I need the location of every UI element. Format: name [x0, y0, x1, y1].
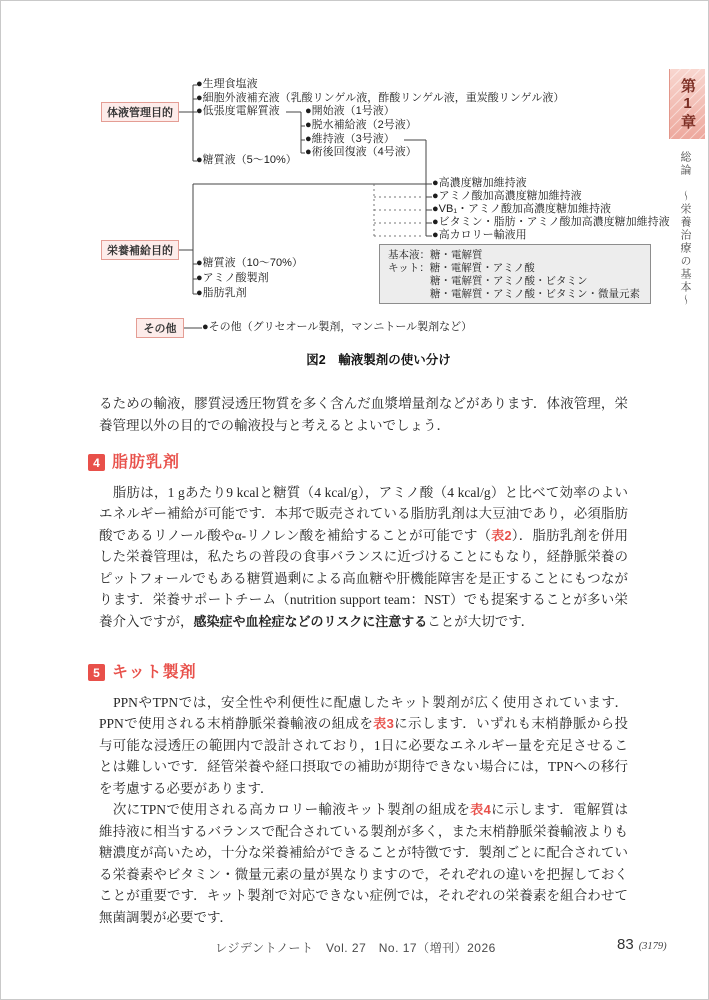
- chapter-subtitle: 総論 ～栄養治療の基本～: [679, 151, 691, 307]
- tree-item: ●糖質液（5～10%）: [196, 154, 297, 166]
- text-segment: PPNやTPNでは，安全性や利便性に配慮したキット製剤が広く使用されています．PPNで使用される末梢静脈栄養輸液の組成を: [99, 694, 628, 731]
- tree-item: ●開始液（1号液）: [305, 105, 395, 117]
- section-5-paragraph-1: [99, 692, 628, 800]
- figure-infusion-tree: [96, 67, 670, 367]
- section-5-heading: [88, 662, 628, 684]
- tree-item: ●高濃度糖加維持液: [432, 177, 527, 189]
- table-4-reference: 表4: [470, 802, 491, 817]
- tree-item: ●アミノ酸製剤: [196, 272, 269, 284]
- table-3-reference: 表3: [373, 716, 394, 731]
- table-2-reference: 表2: [491, 527, 512, 543]
- section-5-paragraph-2: [99, 799, 628, 928]
- legend-line: 基本液：糖・電解質: [388, 249, 483, 261]
- text-segment: 脂肪は，1 gあたり9 kcalと糖質（4 kcal/g），アミノ酸（4 kcal/g）と比べて効率のよいエネルギー補給が可能です．本邦で販売されている脂肪乳剤は大豆油であり，必須脂肪酸であるリノール酸やα-リノレン酸を補給することが可能です（: [99, 484, 628, 543]
- body-text: [93, 393, 629, 928]
- tree-item: ●その他（グリセオール製剤，マンニトール製剤など）: [202, 321, 473, 333]
- page-number-cumulative: (3179): [638, 941, 667, 952]
- tree-item: ●脱水補給液（2号液）: [305, 119, 417, 131]
- section-number-badge: 4: [88, 454, 105, 471]
- legend-line: 糖・電解質・アミノ酸・ビタミン・微量元素: [430, 288, 640, 300]
- page-number: 83: [617, 936, 634, 953]
- tree-box-nutrition-supply: 栄養補給目的: [101, 240, 179, 260]
- section-title: 脂肪乳剤: [112, 454, 181, 471]
- chapter-tab-label: 第1章: [679, 77, 696, 131]
- tree-item: ●VB₁・アミノ酸加高濃度糖加維持液: [432, 203, 612, 215]
- tree-box-other: その他: [136, 318, 184, 338]
- text-segment: ことが大切です．: [427, 613, 535, 629]
- footer-journal-title: レジデントノート Vol. 27 No. 17（増刊）2026: [215, 941, 496, 955]
- tree-item: ●低張度電解質液: [196, 105, 280, 117]
- section-4-paragraph: [99, 482, 628, 633]
- tree-item: ●高カロリー輸液用: [432, 229, 527, 241]
- tree-legend-box: [379, 244, 651, 304]
- text-segment: に示します．電解質は維持液に相当するバランスで配合されている製剤が多く，また末梢静脈栄養輸液よりも糖濃度が高いため，十分な栄養補給ができることが特徴です．製剤ごとに配合されている栄養素やビタミン・微量元素の量が異なりますので，それぞれの違いを把握しておくことが重要です．キット製剤で対応できない症例では，それぞれの栄養素を組合わせて無菌調製が必要です．: [99, 802, 629, 925]
- section-title: キット製剤: [112, 664, 197, 681]
- text-segment: 次にTPNで使用される高カロリー輸液キット製剤の組成を: [99, 802, 471, 817]
- tree-item: ●生理食塩液: [196, 78, 258, 90]
- tree-item: ●術後回復液（4号液）: [305, 146, 417, 158]
- section-4-heading: [88, 452, 628, 474]
- tree-box-fluid-management: 体液管理目的: [101, 102, 179, 122]
- legend-line: キット：糖・電解質・アミノ酸: [388, 262, 535, 274]
- section-number-badge: 5: [88, 664, 105, 681]
- figure-caption: 図2 輸液製剤の使い分け: [306, 353, 451, 367]
- tree-item: ●ビタミン・脂肪・アミノ酸加高濃度糖加維持液: [432, 216, 670, 228]
- legend-line: 糖・電解質・アミノ酸・ビタミン: [430, 275, 588, 287]
- footer-page-number: [617, 936, 667, 953]
- text-segment: ）．脂肪乳剤を併用した栄養管理は，私たちの普段の食事バランスに近づけることにもなり，経静脈栄養のピットフォールでもある糖質過剰による高血糖や肝機能障害を是正することにもつながります．栄養サポートチーム（nutrition support team：NST）でも提案することが多い栄養介入ですが，: [99, 527, 629, 629]
- tree-item: ●維持液（3号液）: [305, 133, 395, 145]
- tree-item: ●アミノ酸加高濃度糖加維持液: [432, 190, 582, 202]
- text-segment: に示します．いずれも末梢静脈から投与可能な浸透圧の範囲内で設計されており，1日に必要なエネルギー量を充足させることは難しいです．経管栄養や経口摂取での補助が期待できない場合には，TPNへの移行を考慮する必要があります．: [99, 716, 629, 796]
- intro-paragraph: るための輸液，膠質浸透圧物質を多く含んだ血漿増量剤などがあります．体液管理，栄養管理以外の目的での輸液投与と考えるとよいでしょう．: [99, 396, 628, 433]
- tree-item: ●脂肪乳剤: [196, 287, 247, 299]
- tree-item: ●細胞外液補充液（乳酸リンゲル液，酢酸リンゲル液，重炭酸リンゲル液）: [196, 92, 565, 104]
- tree-item: ●糖質液（10～70%）: [196, 257, 303, 269]
- chapter-tab: [669, 69, 705, 139]
- emphasis-text: 感染症や血栓症などのリスクに注意する: [193, 613, 428, 629]
